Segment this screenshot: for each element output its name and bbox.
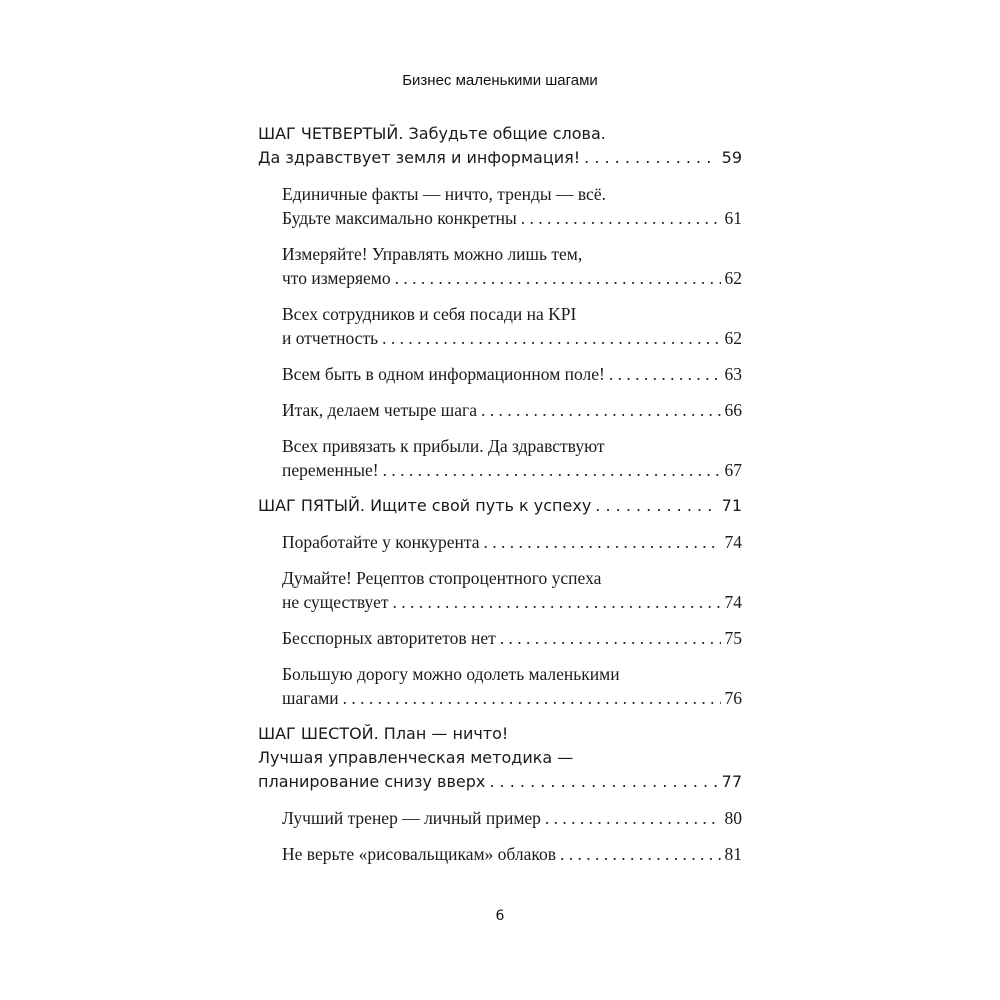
toc-entry-text: Не верьте «рисовальщикам» облаков xyxy=(282,844,557,864)
toc-section-entry xyxy=(258,566,742,614)
toc-section-entry xyxy=(258,530,742,554)
toc-entry-text: Всех привязать к прибыли. Да здравствуют xyxy=(282,436,605,456)
dot-leader xyxy=(395,266,721,290)
toc-entry-text: планирование снизу вверх xyxy=(258,772,486,791)
dot-leader xyxy=(584,146,717,170)
toc-section-entry xyxy=(258,842,742,866)
toc-entry-text: ШАГ ШЕСТОЙ. План — ничто! xyxy=(258,724,509,743)
dot-leader xyxy=(545,806,721,830)
toc-page-number: 74 xyxy=(724,592,742,612)
toc-page-number: 66 xyxy=(724,400,742,420)
toc-section-entry xyxy=(258,434,742,482)
toc-section-entry xyxy=(258,242,742,290)
page-number: 6 xyxy=(495,908,505,924)
toc-page-number: 59 xyxy=(721,148,742,167)
toc-page-number: 76 xyxy=(724,688,742,708)
toc-entry-text: Всех сотрудников и себя посади на KPI xyxy=(282,304,577,324)
toc-section-entry xyxy=(258,626,742,650)
toc-entry-text: Лучшая управленческая методика — xyxy=(258,748,574,767)
toc-entry-text: Всем быть в одном информационном поле! xyxy=(282,364,605,384)
dot-leader xyxy=(481,398,721,422)
running-head-title: Бизнес маленькими шагами xyxy=(402,72,598,89)
dot-leader xyxy=(500,626,721,650)
toc-section-entry xyxy=(258,362,742,386)
toc-page-number: 77 xyxy=(721,772,742,791)
toc-section-entry xyxy=(258,806,742,830)
dot-leader xyxy=(609,362,721,386)
toc-page-number: 80 xyxy=(724,808,742,828)
toc-page-number: 75 xyxy=(724,628,742,648)
toc-page-number: 63 xyxy=(724,364,742,384)
dot-leader xyxy=(483,530,720,554)
dot-leader xyxy=(521,206,721,230)
table-of-contents xyxy=(258,122,742,878)
toc-entry-text: и отчетность xyxy=(282,328,379,348)
toc-page-number: 61 xyxy=(724,208,742,228)
dot-leader xyxy=(382,326,720,350)
toc-step-entry xyxy=(258,122,742,170)
dot-leader xyxy=(343,686,721,710)
toc-section-entry xyxy=(258,662,742,710)
dot-leader xyxy=(489,770,717,794)
toc-entry-text: Будьте максимально конкретны xyxy=(282,208,517,228)
toc-entry-text: переменные! xyxy=(282,460,379,480)
toc-entry-text: Поработайте у конкурента xyxy=(282,532,480,552)
dot-leader xyxy=(595,494,717,518)
toc-step-entry xyxy=(258,494,742,518)
toc-page-number: 62 xyxy=(724,268,742,288)
toc-entry-text: Итак, делаем четыре шага xyxy=(282,400,477,420)
toc-section-entry xyxy=(258,302,742,350)
toc-entry-text: Да здравствует земля и информация! xyxy=(258,148,581,167)
toc-entry-text: Лучший тренер — личный пример xyxy=(282,808,541,828)
toc-page-number: 81 xyxy=(724,844,742,864)
toc-entry-text: Думайте! Рецептов стопроцентного успеха xyxy=(282,568,602,588)
dot-leader xyxy=(383,458,721,482)
toc-entry-text: что измеряемо xyxy=(282,268,391,288)
toc-page-number: 74 xyxy=(724,532,742,552)
toc-entry-text: ШАГ ПЯТЫЙ. Ищите свой путь к успеху xyxy=(258,496,592,515)
toc-entry-text: не существует xyxy=(282,592,389,612)
toc-entry-text: Измеряйте! Управлять можно лишь тем, xyxy=(282,244,583,264)
toc-page-number: 71 xyxy=(721,496,742,515)
toc-page-number: 67 xyxy=(724,460,742,480)
dot-leader xyxy=(560,842,720,866)
toc-step-entry xyxy=(258,722,742,794)
toc-entry-text: Единичные факты — ничто, тренды — всё. xyxy=(282,184,606,204)
toc-entry-text: ШАГ ЧЕТВЕРТЫЙ. Забудьте общие слова. xyxy=(258,124,606,143)
toc-entry-text: Большую дорогу можно одолеть маленькими xyxy=(282,664,620,684)
toc-entry-text: шагами xyxy=(282,688,339,708)
toc-section-entry xyxy=(258,182,742,230)
dot-leader xyxy=(393,590,721,614)
toc-page-number: 62 xyxy=(724,328,742,348)
toc-section-entry xyxy=(258,398,742,422)
toc-entry-text: Бесспорных авторитетов нет xyxy=(282,628,496,648)
